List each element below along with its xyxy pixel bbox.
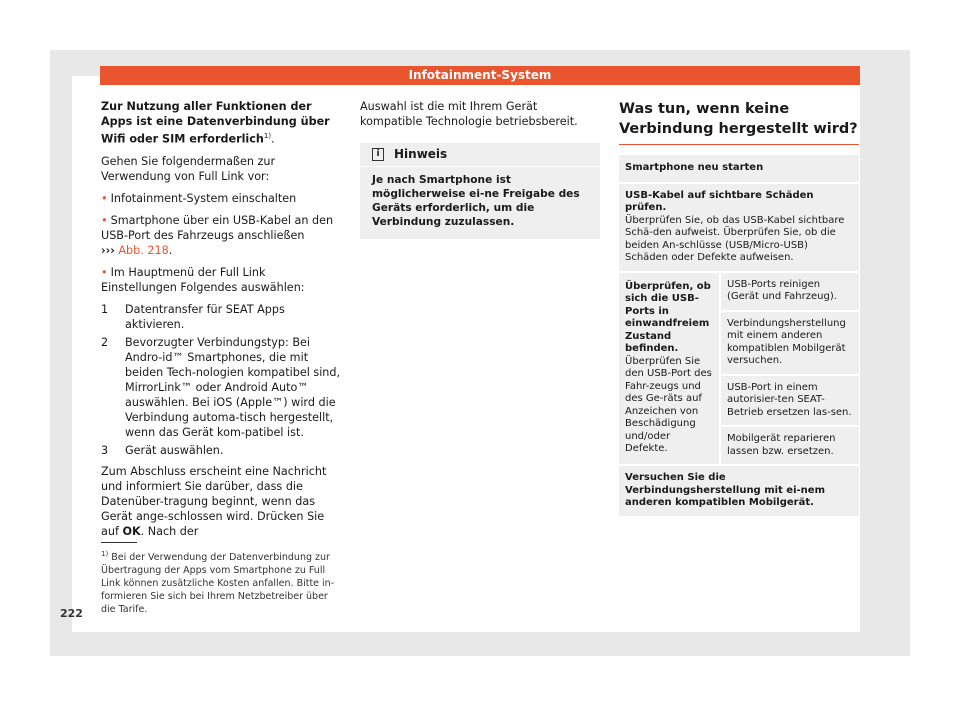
- footnote-divider: [101, 542, 137, 543]
- middle-column: [360, 99, 600, 239]
- table-cell-group: [721, 273, 859, 465]
- table-cell: USB-Port in einem autorisier-ten SEAT-Betrieb ersetzen las-sen.: [721, 376, 859, 426]
- intro-text: Gehen Sie folgendermaßen zur Verwendung von Full Link vor:: [101, 154, 276, 183]
- footnote-ref[interactable]: 1): [263, 132, 272, 140]
- table-cell: USB-Ports reinigen (Gerät und Fahrzeug).: [721, 273, 859, 310]
- notice-title: Hinweis: [394, 147, 448, 161]
- table-row: [619, 273, 859, 465]
- right-column: [619, 99, 859, 518]
- step-item: 3 Gerät auswählen.: [101, 443, 224, 457]
- page-number: 222: [60, 607, 83, 620]
- notice-body: Je nach Smartphone ist möglicherweise ei-ne Freigabe des Geräts erforderlich, um die Verbindung zuzulassen.: [372, 174, 580, 228]
- continuation-text: Auswahl ist die mit Ihrem Gerät kompatible Technologie betriebsbereit.: [360, 100, 578, 128]
- step-item: 2 Bevorzugter Verbindungstyp: Bei Andro-id™ Smartphones, die mit beiden Tech-nologien kompatibel sind, MirrorLink™ oder Android Auto™ auswählen. Bei iOS (Apple™) wird die Verbindung automa-tisch hergestellt, wenn das Gerät kom-patibel ist.: [101, 335, 341, 439]
- section-heading: Zur Nutzung aller Funktionen der Apps ist eine Datenverbindung über Wifi oder SIM erforderlich$^{1)}$.: [101, 100, 330, 146]
- troubleshooting-title: Was tun, wenn keine Verbindung hergestellt wird?: [619, 99, 859, 145]
- step-list: [101, 302, 341, 458]
- outro-text: Zum Abschluss erscheint eine Nachricht und informiert Sie darüber, dass die Datenüber-tragung beginnt, wenn das Gerät ange-schlossen wird. Drücken Sie auf OK. Nach der: [101, 464, 327, 538]
- left-column: [101, 99, 341, 546]
- bullet-icon: •: [101, 265, 108, 279]
- table-cell: Verbindungsherstellung mit einem anderen kompatiblen Mobilgerät versuchen.: [721, 312, 859, 374]
- troubleshooting-table: [619, 155, 859, 516]
- step-item: 1 Datentransfer für SEAT Apps aktivieren.: [101, 302, 285, 331]
- notice-box: [360, 143, 600, 239]
- notice-header: [360, 143, 600, 167]
- bullet-item: • Infotainment-System einschalten: [101, 191, 297, 205]
- page-header: Infotainment-System: [100, 66, 860, 85]
- table-row: USB-Kabel auf sichtbare Schäden prüfen. Überprüfen Sie, ob das USB-Kabel sichtbare Schä-den aufweist. Überprüfen Sie, ob die beiden An-schlüsse (USB/Micro-USB) Schäden oder Defekte aufweisen.: [619, 184, 859, 271]
- bullet-icon: •: [101, 213, 108, 227]
- footnote: $^{1)}$ Bei der Verwendung der Datenverbindung zur Übertragung der Apps vom Smartphone zu Full Link können zusätzliche Kosten anfallen. Bitte in-formieren Sie sich bei Ihrem Netzbetreiber über die Tarife.: [101, 550, 335, 616]
- table-cell: Mobilgerät reparieren lassen bzw. ersetzen.: [721, 427, 859, 464]
- figure-reference[interactable]: ››› Abb. 218: [101, 243, 169, 257]
- bullet-item: • Smartphone über ein USB-Kabel an den USB-Port des Fahrzeugs anschließen ››› Abb. 218.: [101, 213, 334, 257]
- info-icon: i: [372, 148, 384, 161]
- bullet-item: • Im Hauptmenü der Full Link Einstellungen Folgendes auswählen:: [101, 265, 305, 294]
- bullet-icon: •: [101, 191, 108, 205]
- table-row: Smartphone neu starten: [619, 155, 859, 182]
- table-row: Versuchen Sie die Verbindungsherstellung mit ei-nem anderen kompatiblen Mobilgerät.: [619, 466, 859, 516]
- table-cell-label: Überprüfen, ob sich die USB-Ports in einwandfreiem Zustand befinden. Überprüfen Sie den USB-Port des Fahr-zeugs und des Ge-räts auf Anzeichen von Beschädigung und/oder Defekte.: [619, 273, 719, 465]
